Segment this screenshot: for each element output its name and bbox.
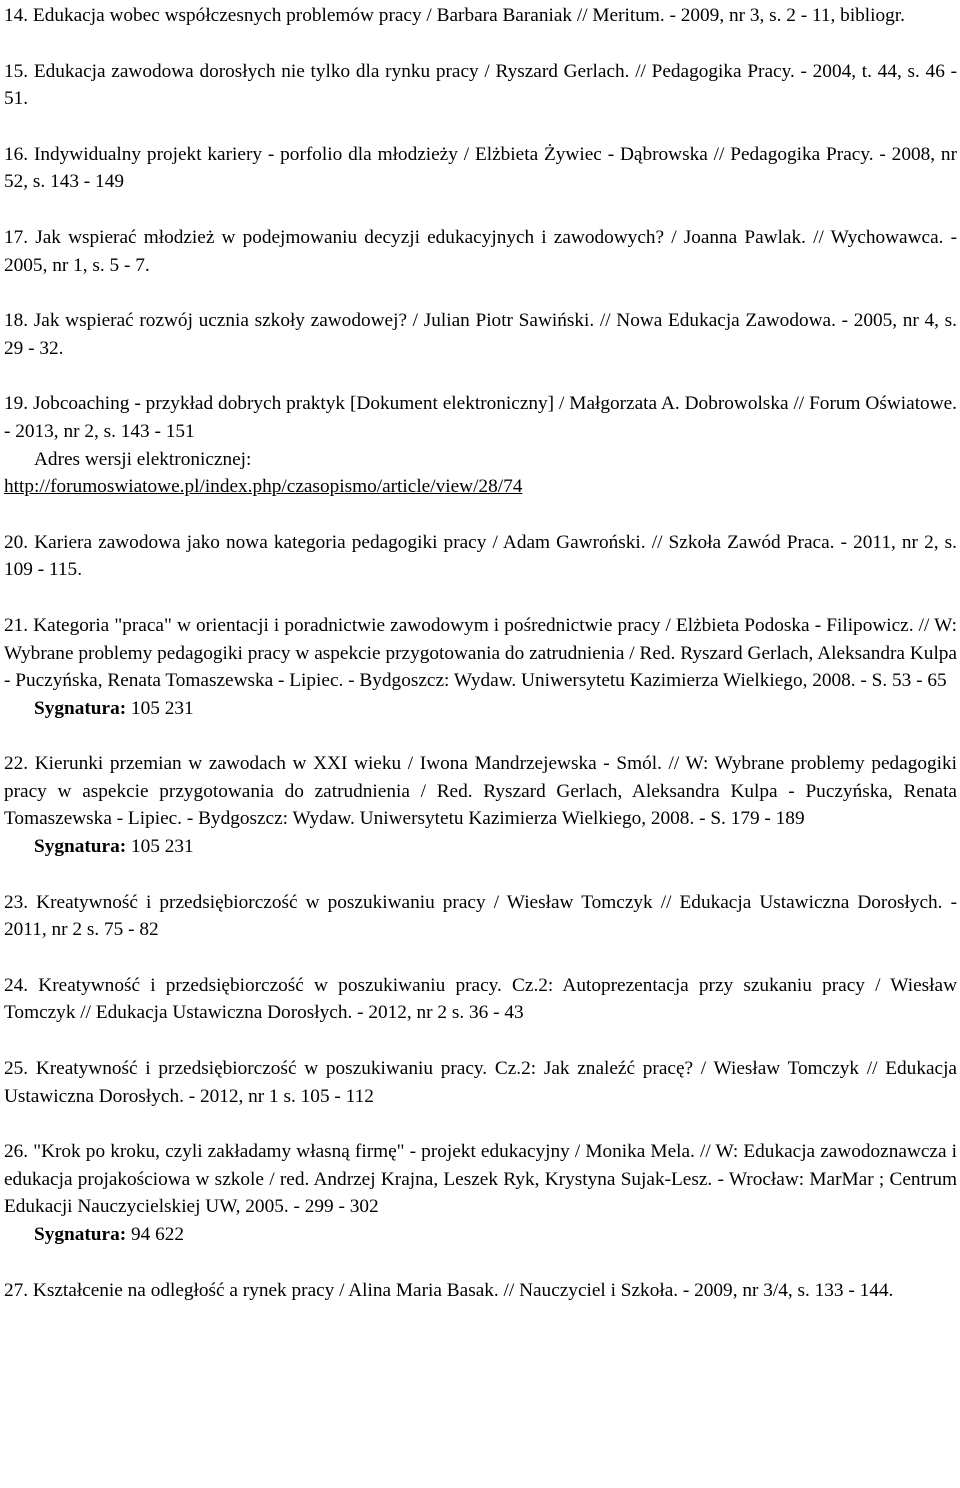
bibliography-entry-27 bbox=[4, 1277, 957, 1305]
entry-text: 20. Kariera zawodowa jako nowa kategoria pedagogiki pracy / Adam Gawroński. // Szkoła Zawód Praca. - 2011, nr 2, s. 109 - 115. bbox=[4, 531, 957, 581]
entry-text: 23. Kreatywność i przedsiębiorczość w poszukiwaniu pracy / Wiesław Tomczyk // Edukacja Ustawiczna Dorosłych. - 2011, nr 2 s. 75 - 82 bbox=[4, 891, 957, 941]
entry-text: 14. Edukacja wobec współczesnych problemów pracy / Barbara Baraniak // Meritum. - 2009, nr 3, s. 2 - 11, bibliogr. bbox=[4, 5, 905, 26]
entry-text: 27. Kształcenie na odległość a rynek pracy / Alina Maria Basak. // Nauczyciel i Szkoła. - 2009, nr 3/4, s. 133 - 144. bbox=[4, 1279, 894, 1301]
bibliography-entry-16 bbox=[4, 141, 957, 196]
entry-text: 16. Indywidualny projekt kariery - porfolio dla młodzieży / Elżbieta Żywiec - Dąbrowska // Pedagogika Pracy. - 2008, nr 52, s. 143 - 149 bbox=[4, 143, 957, 193]
entry-text: 18. Jak wspierać rozwój ucznia szkoły zawodowej? / Julian Piotr Sawiński. // Nowa Edukacja Zawodowa. - 2005, nr 4, s. 29 - 32. bbox=[4, 310, 957, 359]
signature-line bbox=[4, 695, 957, 723]
signature-label: Sygnatura: bbox=[34, 1224, 127, 1245]
signature-value: 94 622 bbox=[130, 1224, 184, 1245]
bibliography-entry-15 bbox=[4, 58, 957, 113]
entry-text: 24. Kreatywność i przedsiębiorczość w poszukiwaniu pracy. Cz.2: Autoprezentacja przy szukaniu pracy / Wiesław Tomczyk // Edukacja Ustawiczna Dorosłych. - 2012, nr 2 s. 36 - 43 bbox=[4, 974, 957, 1024]
bibliography-entry-20 bbox=[4, 529, 957, 584]
entry-text: 21. Kategoria "praca" w orientacji i poradnictwie zawodowym i pośrednictwie pracy / Elżbieta Podoska - Filipowicz. // W: Wybrane problemy pedagogiki pracy w aspekcie przygotowania do zatrudnienia / Red. Ryszard Gerlach, Aleksandra Kulpa - Puczyńska, Renata Tomaszewska - Lipiec. - Bydgoszcz: Wydaw. Uniwersytetu Kazimierza Wielkiego, 2008. - S. 53 - 65 bbox=[4, 614, 957, 692]
signature-value: 105 231 bbox=[130, 697, 194, 719]
bibliography-entry-17 bbox=[4, 224, 957, 279]
bibliography-entry-26 bbox=[4, 1138, 957, 1248]
entry-text: 25. Kreatywność i przedsiębiorczość w poszukiwaniu pracy. Cz.2: Jak znaleźć pracę? / Wiesław Tomczyk // Edukacja Ustawiczna Dorosłych. - 2012, nr 1 s. 105 - 112 bbox=[4, 1058, 957, 1107]
bibliography-entry-25 bbox=[4, 1055, 957, 1110]
entry-text: 22. Kierunki przemian w zawodach w XXI wieku / Iwona Mandrzejewska - Smól. // W: Wybrane problemy pedagogiki pracy w aspekcie przygotowania do zatrudnienia / Red. Ryszard Gerlach, Aleksandra Kulpa - Puczyńska, Renata Tomaszewska - Lipiec. - Bydgoszcz: Wydaw. Uniwersytetu Kazimierza Wielkiego, 2008. - S. 179 - 189 bbox=[4, 753, 957, 830]
bibliography-entry-14 bbox=[4, 2, 957, 30]
bibliography-entry-22 bbox=[4, 750, 957, 860]
signature-line bbox=[4, 833, 957, 861]
signature-line bbox=[4, 1221, 957, 1249]
bibliography-entry-19 bbox=[4, 390, 957, 500]
bibliography-list bbox=[4, 2, 957, 1332]
signature-label: Sygnatura: bbox=[34, 697, 127, 719]
electronic-address-label: Adres wersji elektronicznej: bbox=[34, 448, 252, 470]
entry-text: 26. "Krok po kroku, czyli zakładamy własną firmę" - projekt edukacyjny / Monika Mela. // W: Edukacja zawodoznawcza i edukacja projakościowa w szkole / red. Andrzej Krajna, Leszek Ryk, Krystyna Sujak-Lesz. - Wrocław: MarMar ; Centrum Edukacji Nauczycielskiej UW, 2005. - 299 - 302 bbox=[4, 1141, 957, 1218]
bibliography-entry-24 bbox=[4, 972, 957, 1027]
bibliography-entry-21 bbox=[4, 612, 957, 722]
entry-text: 15. Edukacja zawodowa dorosłych nie tylko dla rynku pracy / Ryszard Gerlach. // Pedagogika Pracy. - 2004, t. 44, s. 46 - 51. bbox=[4, 60, 957, 110]
electronic-version-link[interactable]: http://forumoswiatowe.pl/index.php/czasopismo/article/view/28/74 bbox=[4, 476, 523, 498]
signature-value: 105 231 bbox=[130, 836, 194, 858]
entry-text: 19. Jobcoaching - przykład dobrych praktyk [Dokument elektroniczny] / Małgorzata A. Dobrowolska // Forum Oświatowe. - 2013, nr 2, s. 143 - 151 bbox=[4, 393, 957, 442]
bibliography-entry-18 bbox=[4, 307, 957, 362]
entry-text: 17. Jak wspierać młodzież w podejmowaniu decyzji edukacyjnych i zawodowych? / Joanna Pawlak. // Wychowawca. - 2005, nr 1, s. 5 - 7. bbox=[4, 226, 957, 276]
signature-label: Sygnatura: bbox=[34, 836, 127, 858]
bibliography-entry-23 bbox=[4, 889, 957, 944]
